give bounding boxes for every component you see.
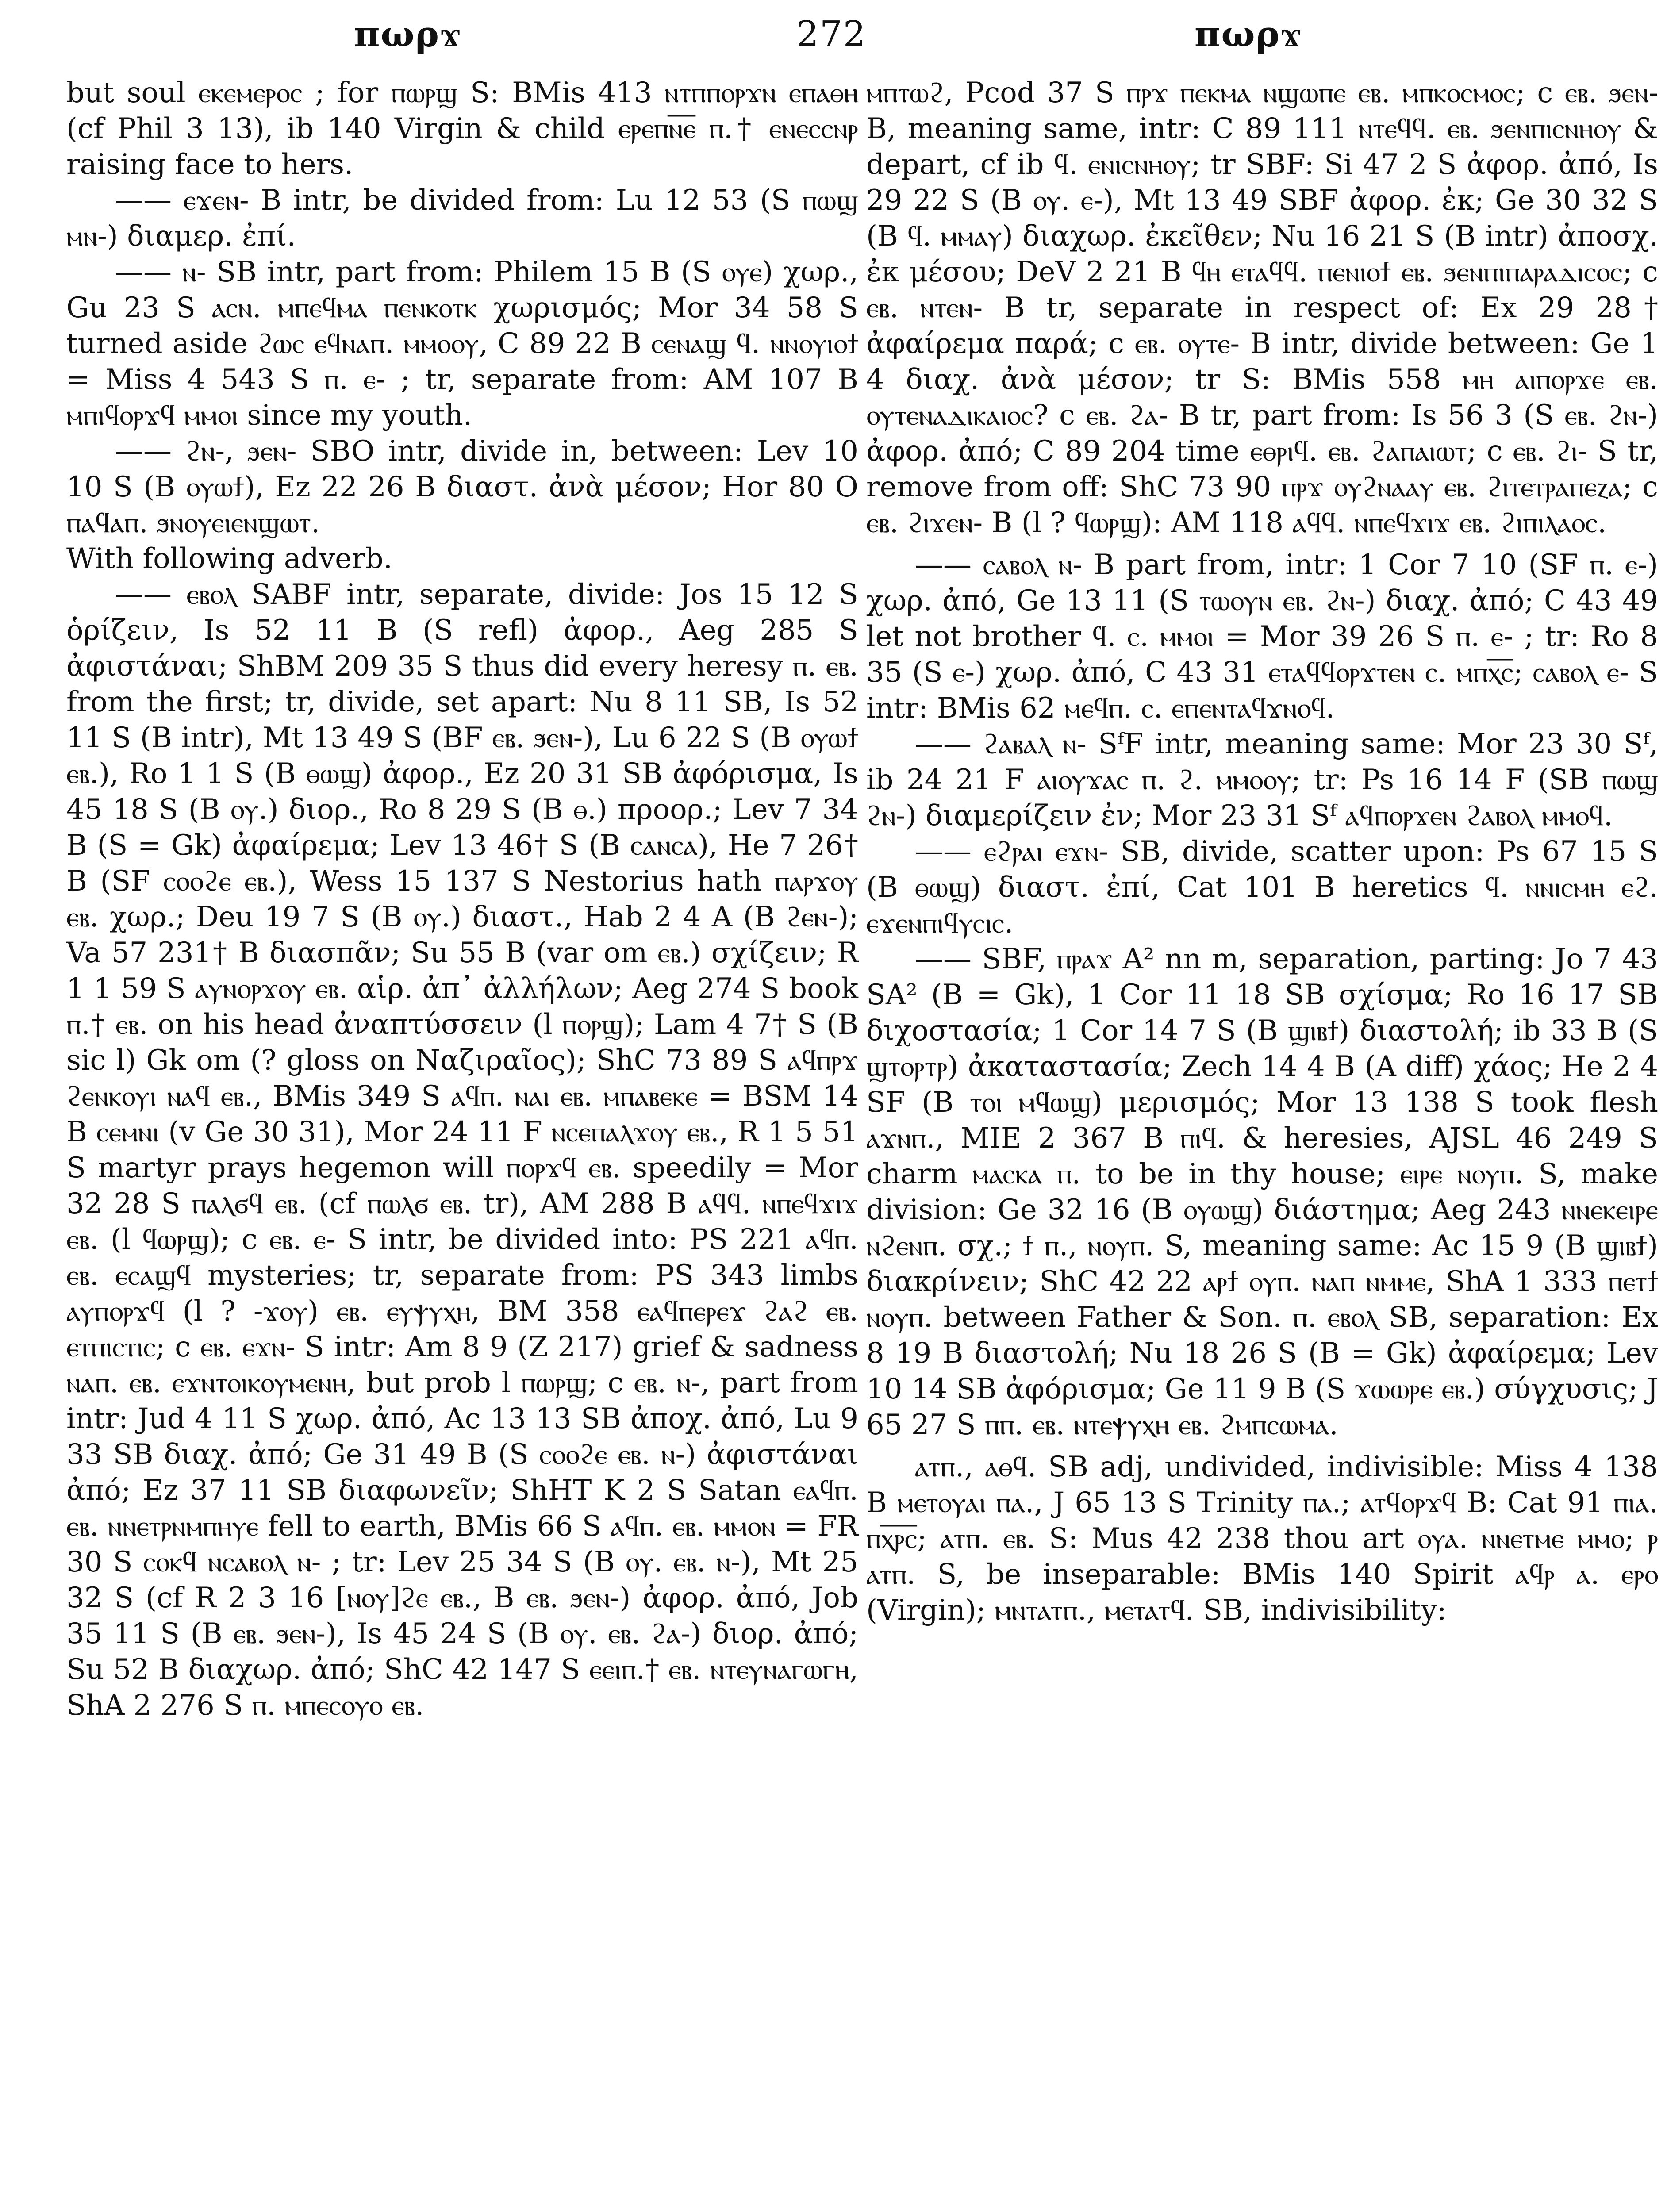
left-column <box>66 75 858 1724</box>
left-entry-3: —— ⲛ- SB intr, part from: Philem 15 B (S ⲟⲩⲉ) χωρ., Gu 23 S ⲁⲥⲛ. ⲙⲡⲉϥⲙⲁ ⲡⲉⲛⲕⲟⲧⲕ χωρισμός; Mor 34 58 S turned aside ϩⲱⲥ ⲉϥⲛⲁⲡ. ⲙⲙⲟⲟⲩ, C 89 22 B ⲥⲉⲛⲁϣ ϥ. ⲛⲛⲟⲩⲓⲟϯ = Miss 4 543 S ⲡ. ⲉ- ; tr, separate from: AM 107 B ⲙⲡⲓϥⲟⲣϫϥ ⲙⲙⲟⲓ since my youth. <box>66 256 858 432</box>
right-entry-2: —— ⲥⲁⲃⲟⲗ ⲛ- B part from, intr: 1 Cor 7 10 (SF ⲡ. ⲉ-) χωρ. ἀπό, Ge 13 11 (S ⲧⲱⲟⲩⲛ ⲉⲃ. ϩⲛ-) διαχ. ἀπό; C 43 49 let not brother ϥ. ⲥ. ⲙⲙⲟⲓ = Mor 39 26 S ⲡ. ⲉ- ; tr: Ro 8 35 (S ⲉ-) χωρ. ἀπό, C 43 31 ⲉⲧⲁϥϥⲟⲣϫⲧⲉⲛ ⲥ. ⲙⲡⲭ̅ⲥ̅; ⲥⲁⲃⲟⲗ ⲉ- S intr: BMis 62 ⲙⲉϥⲡ. ⲥ. ⲉⲡⲉⲛⲧⲁϥϫⲛⲟϥ. <box>866 549 1658 725</box>
left-entry-6: —— ⲉⲃⲟⲗ SABF intr, separate, divide: Jos 15 12 S ὁρίζειν, Is 52 11 B (S refl) ἀφορ., Aeg 285 S ἀφιστάναι; ShBM 209 35 S thus did every heresy ⲡ. ⲉⲃ. from the first; tr, divide, set apart: Nu 8 11 SB, Is 52 11 S (B intr), Mt 13 49 S (BF ⲉⲃ. ϧⲉⲛ-), Lu 6 22 S (B ⲟⲩⲱϯ ⲉⲃ.), Ro 1 1 S (B ⲑⲱϣ) ἀφορ., Ez 20 31 SB ἀφόρισμα, Is 45 18 S (B ⲟⲩ.) διορ., Ro 8 29 S (B ⲑ.) προορ.; Lev 7 34 B (S = Gk) ἀφαίρεμα; Lev 13 46† S (B ⲥⲁⲛⲥⲁ), He 7 26† B (SF ⲥⲟⲟϩⲉ ⲉⲃ.), Wess 15 137 S Nestorius hath ⲡⲁⲣϫⲟⲩ ⲉⲃ. χωρ.; Deu 19 7 S (B ⲟⲩ.) διαστ., Hab 2 4 A (B ϩⲉⲛ-); Va 57 231† B διασπᾶν; Su 55 B (var om ⲉⲃ.) σχίζειν; R 1 1 59 S ⲁⲩⲛⲟⲣϫⲟⲩ ⲉⲃ. αἱρ. ἀπ᾿ ἀλλήλων; Aeg 274 S book ⲡ.† ⲉⲃ. on his head ἀναπτύσσειν (l ⲡⲟⲣϣ); Lam 4 7† S (B sic l) Gk om (? gloss on Ναζιραῖος); ShC 73 89 S ⲁϥⲡⲣϫ ϩⲉⲛⲕⲟⲩⲓ ⲛⲁϥ ⲉⲃ., BMis 349 S ⲁϥⲡ. ⲛⲁⲓ ⲉⲃ. ⲙⲡⲁⲃⲉⲕⲉ = BSM 14 B ⲥⲉⲙⲛⲓ (v Ge 30 31), Mor 24 11 F ⲛⲥⲉⲡⲁⲗϫⲟⲩ ⲉⲃ., R 1 5 51 S martyr prays hegemon will ⲡⲟⲣϫϥ ⲉⲃ. speedily = Mor 32 28 S ⲡⲁⲗϭϥ ⲉⲃ. (cf ⲡⲱⲗϭ ⲉⲃ. tr), AM 288 B ⲁϥϥ. ⲛⲡⲉϥϫⲓϫ ⲉⲃ. (l ϥⲱⲣϣ); c ⲉⲃ. ⲉ- S intr, be divided into: PS 221 ⲁϥⲡ. ⲉⲃ. ⲉⲥⲁϣϥ mysteries; tr, separate from: PS 343 limbs ⲁⲩⲡⲟⲣϫϥ (l ? -ϫⲟⲩ) ⲉⲃ. ⲉⲩⲯⲩⲭⲏ, BM 358 ⲉⲁϥⲡⲉⲣⲉϫ ϩⲁϩ ⲉⲃ. ⲉⲧⲡⲓⲥⲧⲓⲥ; c ⲉⲃ. ⲉϫⲛ- S intr: Am 8 9 (Z 217) grief & sadness ⲛⲁⲡ. ⲉⲃ. ⲉϫⲛⲧⲟⲓⲕⲟⲩⲙⲉⲛⲏ, but prob l ⲡⲱⲣϣ; c ⲉⲃ. ⲛ-, part from intr: Jud 4 11 S χωρ. ἀπό, Ac 13 13 SB ἀποχ. ἀπό, Lu 9 33 SB διαχ. ἀπό; Ge 31 49 B (S ⲥⲟⲟϩⲉ ⲉⲃ. ⲛ-) ἀφιστάναι ἀπό; Ez 37 11 SB διαφωνεῖν; ShHT K 2 S Satan ⲉⲁϥⲡ. ⲉⲃ. ⲛⲛⲉⲧⲣⲛⲙⲡⲏⲩⲉ fell to earth, BMis 66 S ⲁϥⲡ. ⲉⲃ. ⲙⲙⲟⲛ = FR 30 S ⲥⲟⲕϥ ⲛⲥⲁⲃⲟⲗ ⲛ- ; tr: Lev 25 34 S (B ⲟⲩ. ⲉⲃ. ⲛ-), Mt 25 32 S (cf R 2 3 16 [ⲛⲟⲩ]ϩⲉ ⲉⲃ., B ⲉⲃ. ϧⲉⲛ-) ἀφορ. ἀπό, Job 35 11 S (B ⲉⲃ. ϧⲉⲛ-), Is 45 24 S (B ⲟⲩ. ⲉⲃ. ϩⲁ-) διορ. ἀπό; Su 52 B διαχωρ. ἀπό; ShC 42 147 S ⲉⲉⲓⲡ.† ⲉⲃ. ⲛⲧⲉⲩⲛⲁⲅⲱⲅⲏ, ShA 2 276 S ⲡ. ⲙⲡⲉⲥⲟⲩⲟ ⲉⲃ. <box>66 578 858 1722</box>
left-entry-5: With following adverb. <box>66 542 392 575</box>
left-entry-1: but soul ⲉⲕⲉⲙⲉⲣⲟⲥ ; for ⲡⲱⲣϣ S: BMis 413 ⲛⲧⲡⲡⲟⲣϫⲛ ⲉⲡⲁⲑⲏ (cf Phil 3 13), ib 140 Virgin & child ⲉⲣⲉⲡⲛ̅ⲉ̅ ⲡ.† ⲉⲛⲉⲥⲥⲛⲣ raising face to hers. <box>66 77 858 181</box>
right-column <box>866 75 1658 1628</box>
page-header <box>0 13 1667 66</box>
page-number: 272 <box>796 13 867 54</box>
left-entry-2: —— ⲉϫⲉⲛ- B intr, be divided from: Lu 12 53 (S ⲡⲱϣ ⲙⲛ-) διαμερ. ἐπί. <box>66 184 858 253</box>
header-left-word: πωρϫ <box>354 13 462 55</box>
right-entry-3: —— ϩⲁⲃⲁⲗ ⲛ- SᶠF intr, meaning same: Mor 23 30 Sᶠ, ib 24 21 F ⲁⲓⲟⲩϫⲁⲥ ⲡ. ϩ. ⲙⲙⲟⲟⲩ; tr: Ps 16 14 F (SB ⲡⲱϣ ϩⲛ-) διαμερίζειν ἐν; Mor 23 31 Sᶠ ⲁϥⲡⲟⲣϫⲉⲛ ϩⲁⲃⲟⲗ ⲙⲙⲟϥ. <box>866 728 1658 832</box>
right-entry-5: —— SBF, ⲡⲣⲁϫ A² nn m, separation, parting: Jo 7 43 SA² (B = Gk), 1 Cor 11 18 SB σχίσμα; Ro 16 17 SB διχοστασία; 1 Cor 14 7 S (B ϣⲓⲃϯ) διαστολή; ib 33 B (S ϣⲧⲟⲣⲧⲣ) ἀκαταστασία; Zech 14 4 B (A diff) χάος; He 2 4 SF (B ⲧⲟⲓ ⲙϥⲱϣ) μερισμός; Mor 13 138 S took flesh ⲁϫⲛⲡ., MIE 2 367 B ⲡⲓϥ. & heresies, AJSL 46 249 S charm ⲙⲁⲥⲕⲁ ⲡ. to be in thy house; ⲉⲓⲣⲉ ⲛⲟⲩⲡ. S, make division: Ge 32 16 (B ⲟⲩⲱϣ) διάστημα; Aeg 243 ⲛⲛⲉⲕⲉⲓⲣⲉ ⲛϩⲉⲛⲡ. σχ.; ϯ ⲡ., ⲛⲟⲩⲡ. S, meaning same: Ac 15 9 (B ϣⲓⲃϯ) διακρίνειν; ShC 42 22 ⲁⲣϯ ⲟⲩⲡ. ⲛⲁⲡ ⲛⲙⲙⲉ, ShA 1 333 ⲡⲉⲧϯ ⲛⲟⲩⲡ. between Father & Son. ⲡ. ⲉⲃⲟⲗ SB, separation: Ex 8 19 B διαστολή; Nu 18 26 S (B = Gk) ἀφαίρεμα; Lev 10 14 SB ἀφόρισμα; Ge 11 9 B (S ϫⲱⲱⲣⲉ ⲉⲃ.) σύγχυσις; J 65 27 S ⲡⲡ. ⲉⲃ. ⲛⲧⲉⲯⲩⲭⲏ ⲉⲃ. ϩⲙⲡⲥⲱⲙⲁ. <box>866 943 1658 1441</box>
right-entry-1: ⲙⲡⲧⲱϩ, Pcod 37 S ⲡⲣϫ ⲡⲉⲕⲙⲁ ⲛϣⲱⲡⲉ ⲉⲃ. ⲙⲡⲕⲟⲥⲙⲟⲥ; c ⲉⲃ. ϧⲉⲛ- B, meaning same, intr: C 89 111 ⲛⲧⲉϥϥ. ⲉⲃ. ϧⲉⲛⲡⲓⲥⲛⲏⲟⲩ & depart, cf ib ϥ. ⲉⲛⲓⲥⲛⲏⲟⲩ; tr SBF: Si 47 2 S ἀφορ. ἀπό, Is 29 22 S (B ⲟⲩ. ⲉ-), Mt 13 49 SBF ἀφορ. ἐκ; Ge 30 32 S (B ϥ. ⲙⲙⲁⲩ) διαχωρ. ἐκεῖθεν; Nu 16 21 S (B intr) ἀποσχ. ἐκ μέσου; DeV 2 21 B ϥⲏ ⲉⲧⲁϥϥ. ⲡⲉⲛⲓⲟϯ ⲉⲃ. ϧⲉⲛⲡⲓⲡⲁⲣⲁⲇⲓⲥⲟⲥ; c ⲉⲃ. ⲛⲧⲉⲛ- B tr, separate in respect of: Ex 29 28† ἀφαίρεμα παρά; c ⲉⲃ. ⲟⲩⲧⲉ- B intr, divide between: Ge 1 4 διαχ. ἀνὰ μέσον; tr S: BMis 558 ⲙⲏ ⲁⲓⲡⲟⲣϫⲉ ⲉⲃ. ⲟⲩⲧⲉⲛⲁⲇⲓⲕⲁⲓⲟⲥ? c ⲉⲃ. ϩⲁ- B tr, part from: Is 56 3 (S ⲉⲃ. ϩⲛ-) ἀφορ. ἀπό; C 89 204 time ⲉⲑⲣⲓϥ. ⲉⲃ. ϩⲁⲡⲁⲓⲱⲧ; c ⲉⲃ. ϩⲓ- S tr, remove from off: ShC 73 90 ⲡⲣϫ ⲟⲩϩⲛⲁⲁⲩ ⲉⲃ. ϩⲓⲧⲉⲧⲣⲁⲡⲉⲍⲁ; c ⲉⲃ. ϩⲓϫⲉⲛ- B (l ? ϥⲱⲣϣ): AM 118 ⲁϥϥ. ⲛⲡⲉϥϫⲓϫ ⲉⲃ. ϩⲓⲡⲓⲗⲁⲟⲥ. <box>866 77 1658 539</box>
header-right-word: πωρϫ <box>1195 13 1303 55</box>
right-entry-4: —— ⲉϩⲣⲁⲓ ⲉϫⲛ- SB, divide, scatter upon: Ps 67 15 S (B ⲑⲱϣ) διαστ. ἐπί, Cat 101 B heretics ϥ. ⲛⲛⲓⲥⲙⲏ ⲉϩ. ⲉϫⲉⲛⲡⲓϥⲩⲥⲓⲥ. <box>866 835 1658 940</box>
right-entry-6: ⲁⲧⲡ., ⲁⲑϥ. SB adj, undivided, indivisible: Miss 4 138 B ⲙⲉⲧⲟⲩⲁⲓ ⲡⲁ., J 65 13 S Trinity ⲡⲁ.; ⲁⲧϥⲟⲣϫϥ B: Cat 91 ⲡⲓⲁ. ⲡⲭ̅ⲣ̅ⲥ̅; ⲁⲧⲡ. ⲉⲃ. S: Mus 42 238 thou art ⲟⲩⲁ. ⲛⲛⲉⲧⲙⲉ ⲙⲙⲟ; ⲣ ⲁⲧⲡ. S, be inseparable: BMis 140 Spirit ⲁϥⲣ ⲁ. ⲉⲣⲟ (Virgin); ⲙⲛⲧⲁⲧⲡ., ⲙⲉⲧⲁⲧϥ. SB, indivisibility: <box>866 1451 1658 1627</box>
left-entry-4: —— ϩⲛ-, ϧⲉⲛ- SBO intr, divide in, between: Lev 10 10 S (B ⲟⲩⲱϯ), Ez 22 26 B διαστ. ἀνὰ μέσον; Hor 80 O ⲡⲁϥⲁⲡ. ϧⲛⲟⲩⲉⲓⲉⲛϣⲱⲧ. <box>66 435 858 539</box>
